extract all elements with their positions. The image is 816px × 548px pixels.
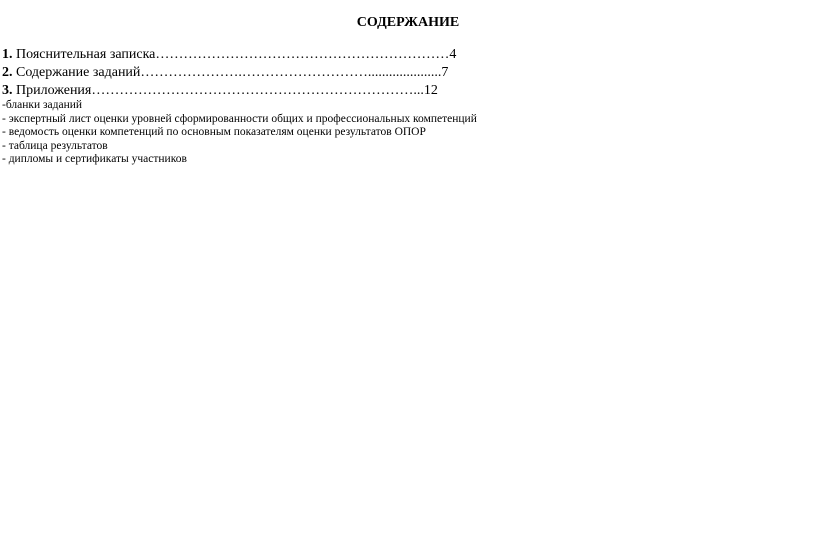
toc-item-text: Содержание заданий………………….……………………….....................7 <box>12 65 449 80</box>
appendix-sub-list <box>2 99 702 167</box>
list-item: - таблица результатов <box>2 139 108 152</box>
toc-item-number: 3. <box>2 83 13 98</box>
page-title-text: СОДЕРЖАНИЕ <box>356 15 460 30</box>
toc-item-number: 1. <box>2 47 13 62</box>
list-item: - ведомость оценки компетенций по основным показателям оценки результатов ОПОР <box>2 126 426 139</box>
toc-item-text: Пояснительная записка………………………………………………………4 <box>12 47 457 62</box>
toc-item-text: Приложения……………………………………………………………...12 <box>12 83 438 98</box>
page-title <box>0 14 816 32</box>
list-item: - дипломы и сертификаты участников <box>2 153 187 166</box>
toc-item <box>2 46 702 64</box>
toc-list <box>2 46 702 100</box>
toc-item <box>2 64 702 82</box>
list-item: - экспертный лист оценки уровней сформированности общих и профессиональных компетенций <box>2 112 477 125</box>
toc-item-number: 2. <box>2 65 13 80</box>
list-item: -бланки заданий <box>2 99 83 111</box>
toc-item <box>2 82 702 100</box>
